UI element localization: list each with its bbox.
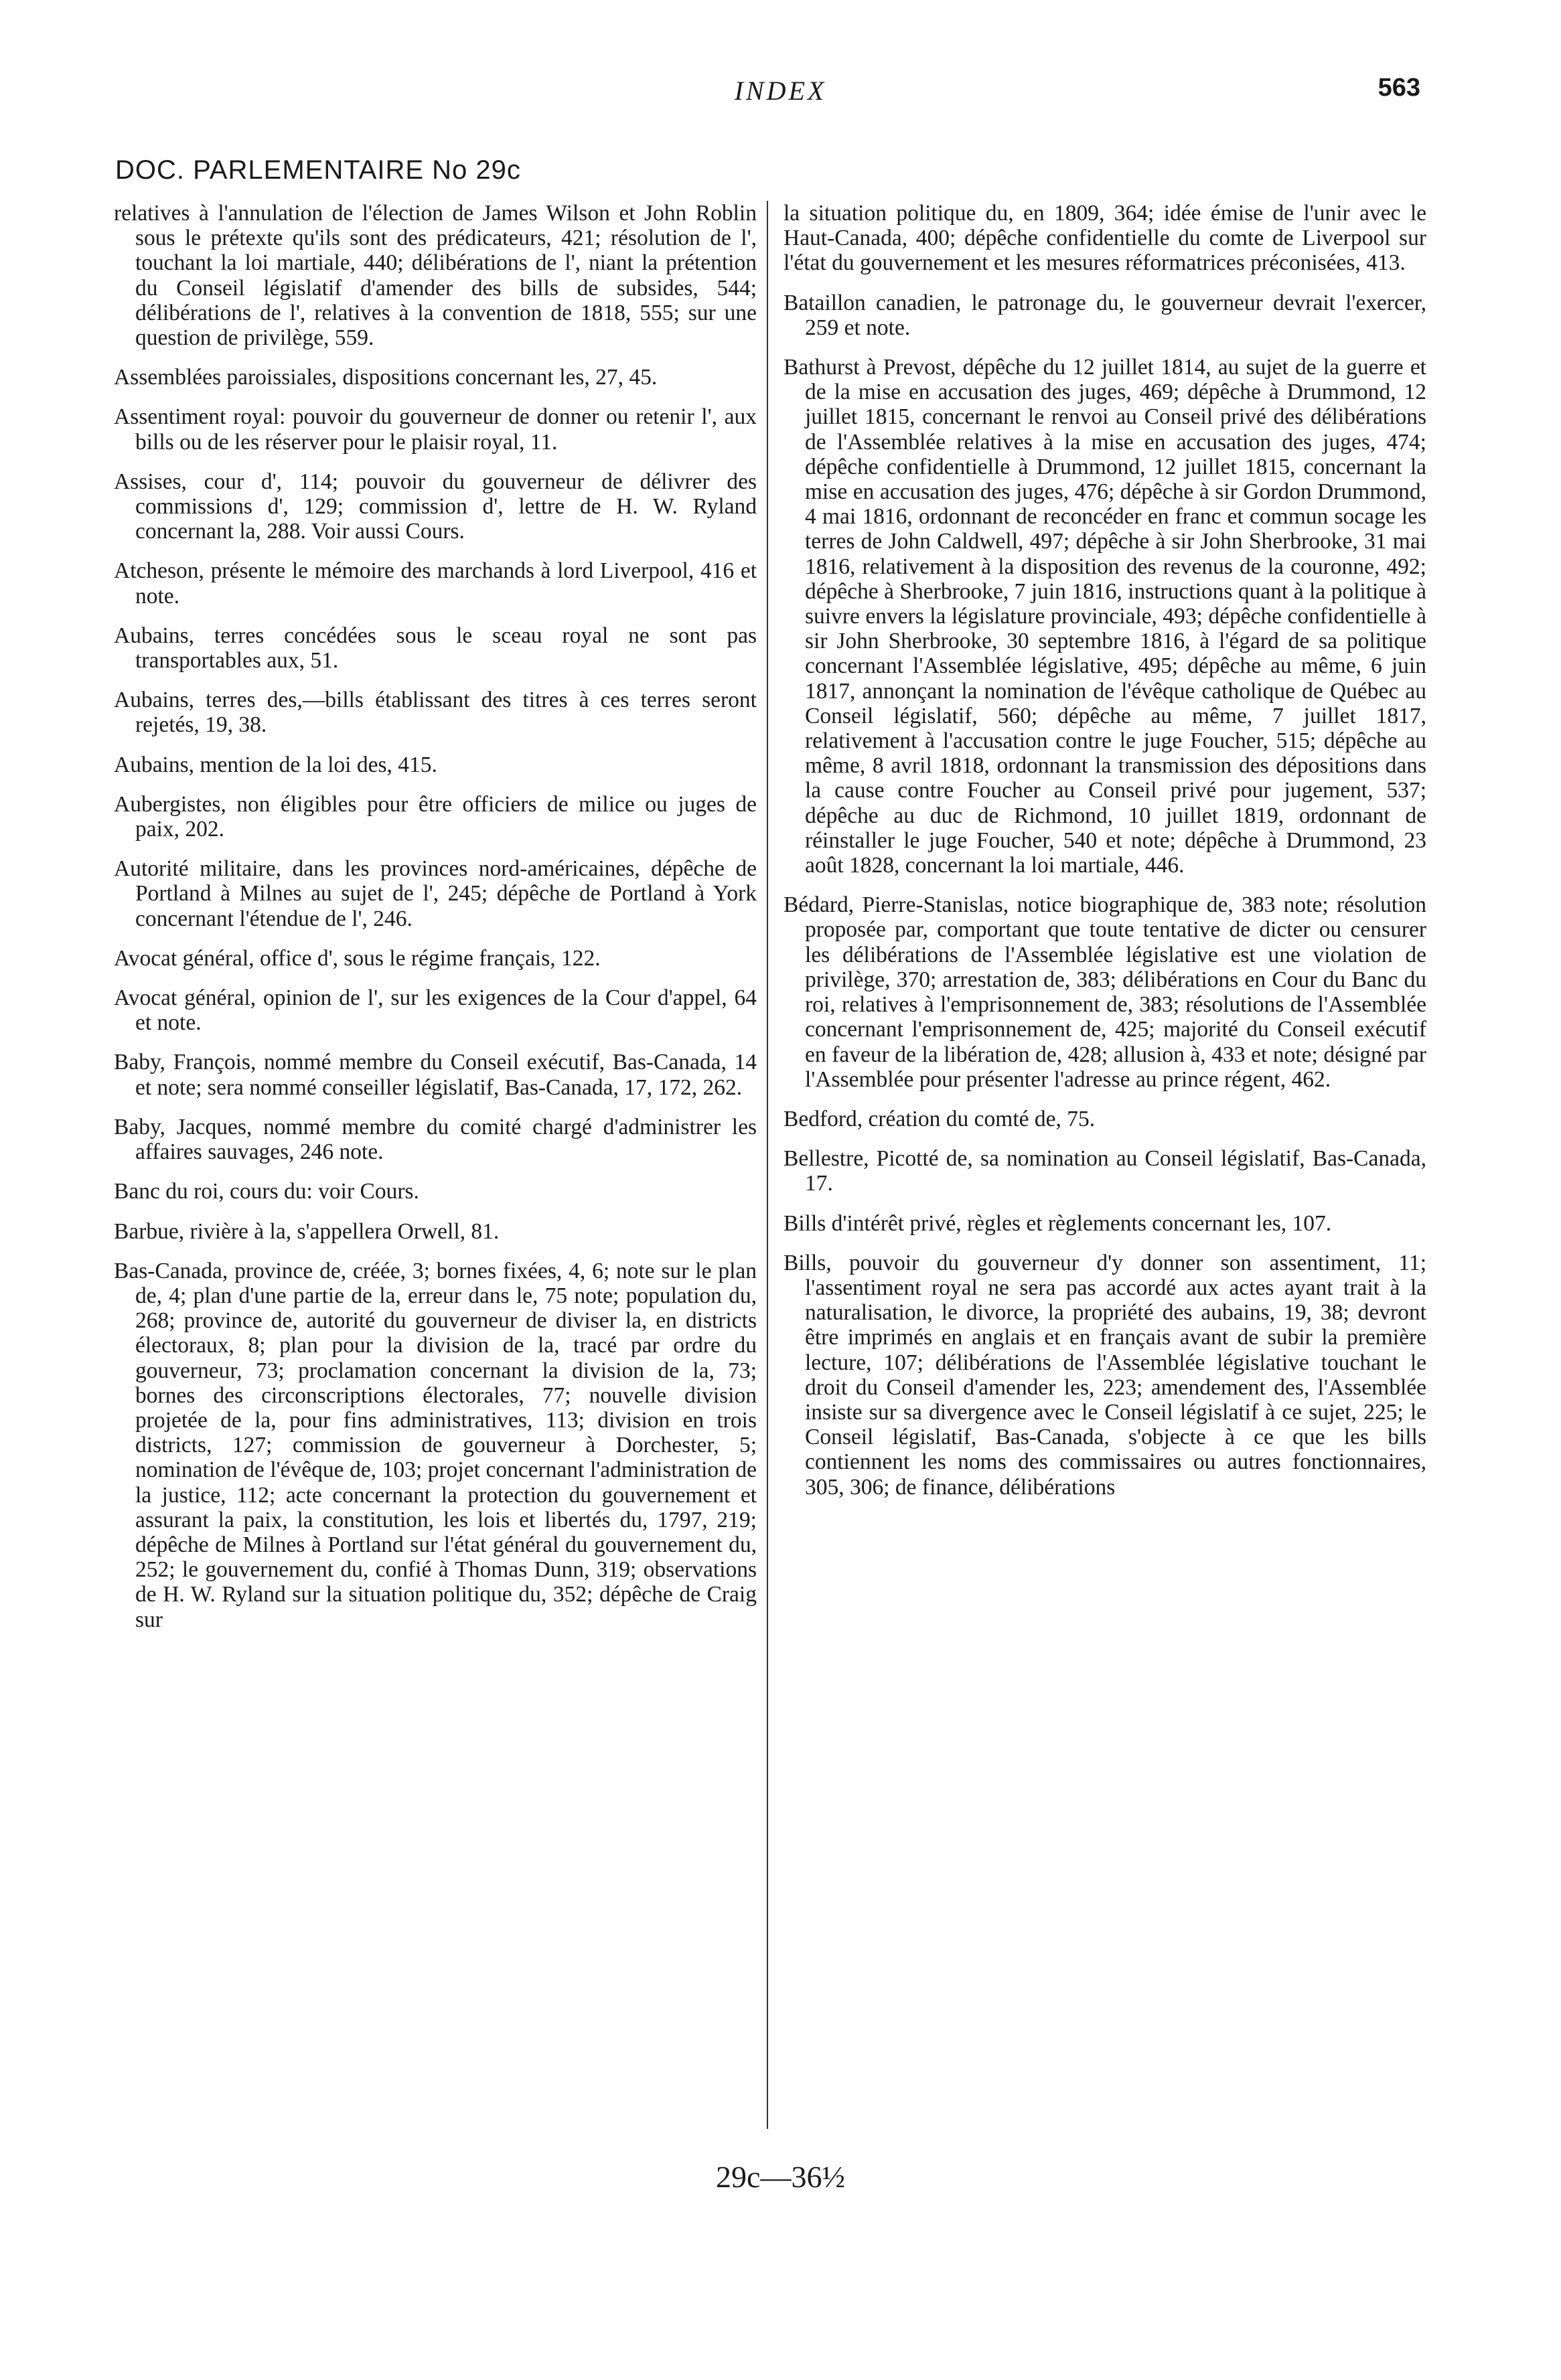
index-entry: Bedford, création du comté de, 75. xyxy=(784,1106,1096,1131)
index-entry: Aubains, mention de la loi des, 415. xyxy=(114,752,437,777)
signature-mark: 29c—36½ xyxy=(716,2160,845,2194)
index-entry: relatives à l'annulation de l'élection de James Wilson et John Roblin sous le prétexte qu'ils sont des prédicateurs, 421; résolution de l', touchant la loi martiale, 440; délibérations de l', niant la prétention du Conseil législatif d'amender des bills de subsides, 544; délibérations de l', relatives à la convention de 1818, 555; sur une question de privilège, 559. xyxy=(114,201,757,351)
index-entry: Assises, cour d', 114; pouvoir du gouverneur de délivrer des commissions d', 129; commission d', lettre de H. W. Ryland concernant la, 288. Voir aussi Cours. xyxy=(114,469,757,544)
index-entry: Bellestre, Picotté de, sa nomination au Conseil législatif, Bas-Canada, 17. xyxy=(784,1146,1426,1196)
index-entry: Bédard, Pierre-Stanislas, notice biographique de, 383 note; résolution proposée par, comportant que toute tentative de dicter ou censurer les délibérations de l'Assemblée législative est une violation de privilège, 370; arrestation de, 383; délibérations en Cour du Banc du roi, relatives à l'emprisonnement de, 383; résolutions de l'Assemblée concernant l'emprisonnement de, 425; majorité du Conseil exécutif en faveur de la libération de, 428; allusion à, 433 et note; désigné par l'Assemblée pour présenter l'adresse au prince régent, 462. xyxy=(784,892,1426,1092)
column-divider xyxy=(767,201,768,2129)
index-entry: Assentiment royal: pouvoir du gouverneur de donner ou retenir l', aux bills ou de les réserver pour le plaisir royal, 11. xyxy=(114,404,757,455)
index-entry: Avocat général, office d', sous le régime français, 122. xyxy=(114,945,601,971)
index-entry: Atcheson, présente le mémoire des marchands à lord Liverpool, 416 et note. xyxy=(114,558,757,609)
document-reference: DOC. PARLEMENTAIRE No 29c xyxy=(115,155,521,185)
index-entry: Bataillon canadien, le patronage du, le gouverneur devrait l'exercer, 259 et note. xyxy=(784,290,1426,340)
index-entry-continued: la situation politique du, en 1809, 364; idée émise de l'unir avec le Haut-Canada, 400; dépêche confidentielle du comte de Liverpool sur l'état du gouvernement et les mesures réformatrices préconisées, 413. xyxy=(784,201,1426,276)
index-entry: Bills d'intérêt privé, règles et règlements concernant les, 107. xyxy=(784,1210,1332,1236)
index-entry: Baby, François, nommé membre du Conseil exécutif, Bas-Canada, 14 et note; sera nommé conseiller législatif, Bas-Canada, 17, 172, 262. xyxy=(114,1050,757,1100)
page-number: 563 xyxy=(1378,74,1420,102)
index-entry: Aubains, terres des,—bills établissant des titres à ces terres seront rejetés, 19, 38. xyxy=(114,688,757,738)
index-entry: Autorité militaire, dans les provinces nord-américaines, dépêche de Portland à Milnes au sujet de l', 245; dépêche de Portland à York concernant l'étendue de l', 246. xyxy=(114,856,757,931)
index-entry: Aubergistes, non éligibles pour être officiers de milice ou juges de paix, 202. xyxy=(114,791,757,842)
index-column-right xyxy=(784,201,1426,2142)
index-entry: Bills, pouvoir du gouverneur d'y donner son assentiment, 11; l'assentiment royal ne sera pas accordé aux actes ayant trait à la naturalisation, le divorce, la propriété des aubains, 19, 38; devront être imprimés en anglais et en français avant de subir la première lecture, 107; délibérations de l'Assemblée législative touchant le droit du Conseil d'amender les, 223; amendement des, l'Assemblée insiste sur sa divergence avec le Conseil législatif à ce sujet, 225; le Conseil législatif, Bas-Canada, s'objecte à ce que les bills contiennent les noms des commissaires ou autres fonctionnaires, 305, 306; de finance, délibérations xyxy=(784,1250,1426,1500)
index-entry: Assemblées paroissiales, dispositions concernant les, 27, 45. xyxy=(114,365,658,390)
index-entry: Bas-Canada, province de, créée, 3; bornes fixées, 4, 6; note sur le plan de, 4; plan d'une partie de la, erreur dans le, 75 note; population du, 268; province de, autorité du gouverneur de diviser la, en districts électoraux, 8; plan pour la division de la, tracé par ordre du gouverneur, 73; proclamation concernant la division de la, 73; bornes des circonscriptions électorales, 77; nouvelle division projetée de la, pour fins administratives, 113; division en trois districts, 127; commission de gouverneur à Dorchester, 5; nomination de l'évêque de, 103; projet concernant l'administration de la justice, 112; acte concernant la protection du gouvernement et assurant la paix, la constitution, les lois et libertés du, 1797, 219; dépêche de Milnes à Portland sur l'état général du gouvernement du, 252; le gouvernement du, confié à Thomas Dunn, 319; observations de H. W. Ryland sur la situation politique du, 352; dépêche de Craig sur xyxy=(114,1258,757,1632)
index-column-left xyxy=(114,201,757,2142)
running-title: INDEX xyxy=(734,76,827,106)
index-entry: Avocat général, opinion de l', sur les exigences de la Cour d'appel, 64 et note. xyxy=(114,985,757,1036)
index-entry: Aubains, terres concédées sous le sceau royal ne sont pas transportables aux, 51. xyxy=(114,623,757,673)
index-entry: Banc du roi, cours du: voir Cours. xyxy=(114,1179,419,1204)
index-entry: Baby, Jacques, nommé membre du comité chargé d'administrer les affaires sauvages, 246 note. xyxy=(114,1114,757,1165)
index-entry: Bathurst à Prevost, dépêche du 12 juillet 1814, au sujet de la guerre et de la mise en accusation des juges, 469; dépêche à Drummond, 12 juillet 1815, concernant le renvoi au Conseil privé des délibérations de l'Assemblée relatives à la mise en accusation des juges, 474; dépêche confidentielle à Drummond, 12 juillet 1815, concernant la mise en accusation des juges, 476; dépêche à sir Gordon Drummond, 4 mai 1816, ordonnant de reconcéder en franc et commun socage les terres de John Caldwell, 497; dépêche à sir John Sherbrooke, 31 mai 1816, relativement à la disposition des revenus de la couronne, 492; dépêche à Sherbrooke, 7 juin 1816, instructions quant à la politique à suivre envers la législature provinciale, 493; dépêche confidentielle à sir John Sherbrooke, 30 septembre 1816, à l'égard de sa politique concernant l'Assemblée législative, 495; dépêche au même, 6 juin 1817, annonçant la nomination de l'évêque catholique de Québec au Conseil législatif, 560; dépêche au même, 7 juillet 1817, relativement à l'accusation contre le juge Foucher, 515; dépêche au même, 8 avril 1818, ordonnant la transmission des dépositions dans la cause contre Foucher au Conseil privé pour jugement, 537; dépêche au duc de Richmond, 10 juillet 1819, ordonnant de réinstaller le juge Foucher, 540 et note; dépêche à Drummond, 23 août 1828, concernant la loi martiale, 446. xyxy=(784,355,1426,878)
index-entry: Barbue, rivière à la, s'appellera Orwell, 81. xyxy=(114,1218,500,1244)
